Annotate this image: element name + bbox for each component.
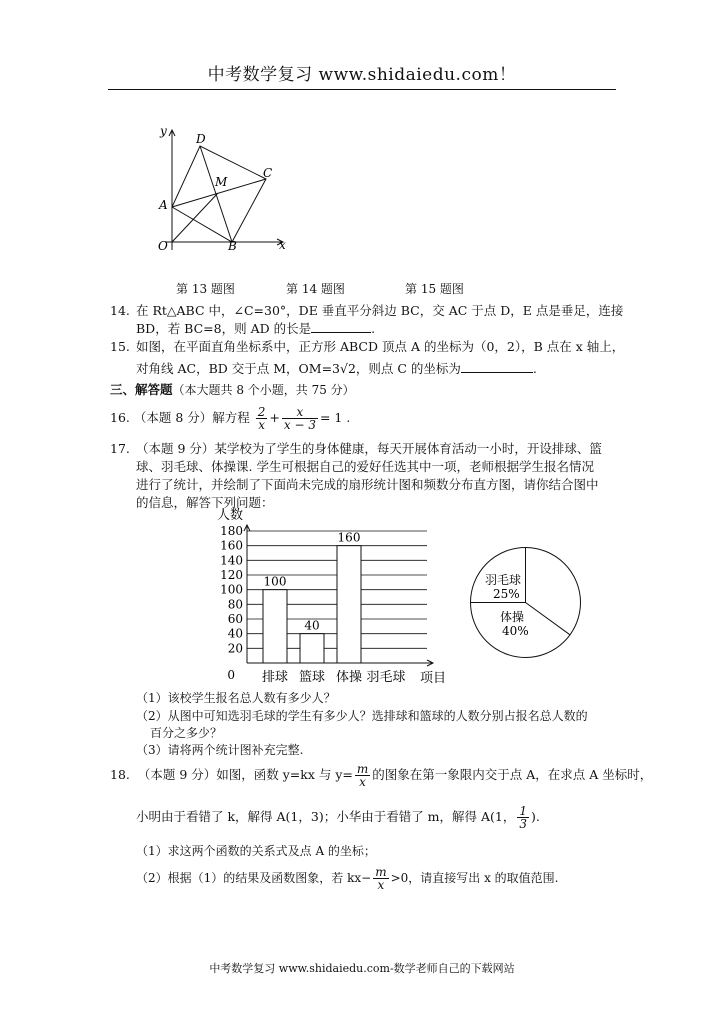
q18-sub2-a: （2）根据（1）的结果及函数图象，若 kx− (136, 871, 372, 885)
pie-label-badminton: 羽毛球 (485, 573, 522, 587)
q17-number: 17. (110, 441, 130, 456)
q17-sub3: （3）请将两个统计图补充完整. (136, 743, 304, 757)
q14-line1: 在 Rt△ABC 中，∠C=30°，DE 垂直平分斜边 BC，交 AC 于点 D，E 点是垂足，连接 (136, 303, 624, 318)
bar-2 (337, 546, 361, 663)
q15-line2-end: . (532, 361, 537, 376)
q18-line2-a: 小明由于看错了 k，解得 A(1，3)；小华由于看错了 m，解得 A(1， (136, 809, 516, 824)
bar-ytick-label: 180 (220, 524, 243, 538)
q17-sub2a: （2）从图中可知选羽毛球的学生有多少人？选排球和篮球的人数分别占报名总人数的 (136, 709, 588, 723)
bar-category-label: 排球 (261, 670, 289, 685)
geometry-figure (145, 122, 295, 262)
bar-category-label: 羽毛球 (366, 670, 406, 685)
bar-1 (300, 634, 324, 663)
q14-line2-end: . (371, 321, 376, 336)
bar-value-label: 40 (304, 618, 320, 633)
page-header-title: 中考数学复习 www.shidaiedu.com！ (207, 65, 517, 85)
section-3-note: （本大题共 8 个小题，共 75 分） (172, 383, 355, 397)
q16-prefix: （本题 8 分）解方程 (133, 410, 250, 425)
bar-ytick-label: 100 (220, 582, 243, 597)
q15-answer-blank (461, 360, 533, 373)
label-m: M (215, 175, 228, 189)
bar-0 (263, 590, 287, 663)
bar-ytick-label: 20 (227, 641, 243, 656)
bar-value-label: 160 (337, 530, 361, 545)
caption-15: 第 15 题图 (405, 282, 464, 296)
q18-line1 (110, 761, 652, 789)
label-b: B (228, 239, 237, 253)
q18-line1-b: 的图象在第一象限内交于点 A，在求点 A 坐标时， (372, 767, 653, 782)
q15-line2 (136, 360, 537, 378)
caption-13: 第 13 题图 (176, 282, 235, 296)
label-d: D (196, 132, 206, 146)
q18-sub2-b: >0，请直接写出 x 的取值范围. (390, 871, 559, 885)
q15-number: 15. (110, 339, 130, 354)
q15-line1: 如图，在平面直角坐标系中，正方形 ABCD 顶点 A 的坐标为（0，2），B 点在 x 轴上， (136, 339, 625, 354)
q16-plus: + (269, 410, 280, 425)
section-3-heading (110, 381, 355, 399)
header-rule (108, 89, 616, 90)
bar-value-label: 100 (263, 574, 287, 589)
q18-sub2 (136, 864, 558, 892)
q18-sub2-fraction: $\frac{m}{x}$ (375, 865, 387, 892)
page-footer: 中考数学复习 www.shidaiedu.com-数学老师自己的下载网站 (209, 962, 515, 975)
q18-number: 18. (110, 767, 130, 782)
q18-line2-b: ). (531, 809, 540, 824)
bar-ytick-label: 0 (227, 668, 235, 682)
bar-ytick-label: 40 (227, 626, 243, 641)
bar-ytick-label: 80 (227, 597, 243, 612)
label-x: x (279, 238, 286, 252)
q18-sub1: （1）求这两个函数的关系式及点 A 的坐标； (136, 844, 376, 858)
q17-line1: （本题 9 分）某学校为了学生的身体健康，每天开展体育活动一小时，开设排球、篮 (136, 441, 602, 456)
q15-line2-text: 对角线 AC，BD 交于点 M，OM=3√2，则点 C 的坐标为 (136, 361, 461, 376)
label-y: y (160, 124, 167, 138)
section-3-title: 三、解答题 (110, 382, 173, 397)
diagonal-bd (200, 146, 232, 242)
pie-label-gymnastics: 体操 (500, 610, 525, 624)
q14-answer-blank (311, 320, 371, 333)
pie-percent-gymnastics: 40% (502, 624, 529, 638)
caption-14: 第 14 题图 (286, 282, 345, 296)
bar-category-label: 篮球 (298, 670, 326, 685)
q16-fraction-2: $\frac{x}{x - 3}$ (283, 405, 316, 432)
q16-number: 16. (110, 410, 130, 425)
bar-chart-ylabel: 人数 (217, 508, 244, 523)
q18-line2 (136, 803, 540, 831)
label-o: O (158, 239, 168, 253)
pie-chart (468, 545, 583, 660)
bar-category-label: 体操 (335, 670, 363, 685)
pie-percent-badminton: 25% (493, 587, 520, 601)
q14-line2-text: BD，若 BC=8，则 AD 的长是 (136, 321, 312, 336)
label-a: A (159, 198, 168, 212)
bar-chart-xlabel: 项目 (420, 671, 447, 686)
bar-ytick-label: 140 (220, 553, 243, 568)
q14-number: 14. (110, 303, 130, 318)
q17-sub1: （1）该校学生报名总人数有多少人？ (136, 691, 336, 705)
q18-fraction-1-over-3: $\frac{1}{3}$ (519, 804, 528, 831)
bar-ytick-label: 120 (220, 568, 243, 582)
label-c: C (263, 166, 273, 180)
q17-line4: 的信息，解答下列问题： (136, 495, 274, 510)
q16 (110, 404, 350, 432)
q16-fraction-1: $\frac{2}{x}$ (257, 405, 266, 432)
q17-line2: 球、羽毛球、体操课. 学生可根据自己的爱好任选其中一项，老师根据学生报名情况 (136, 459, 594, 474)
q17-line3: 进行了统计，并绘制了下面尚未完成的扇形统计图和频数分布直方图，请你结合图中 (136, 477, 599, 492)
bar-chart (205, 505, 455, 690)
q17-sub2b: 百分之多少？ (150, 726, 223, 740)
q18-fraction-m-over-x: $\frac{m}{x}$ (356, 762, 369, 789)
bar-ytick-label: 160 (220, 538, 243, 553)
q16-suffix: = 1 . (319, 410, 351, 425)
q14-line2 (136, 320, 375, 338)
q18-line1-a: （本题 9 分）如图，函数 y=kx 与 y= (137, 767, 353, 782)
bar-ytick-label: 60 (227, 612, 243, 626)
